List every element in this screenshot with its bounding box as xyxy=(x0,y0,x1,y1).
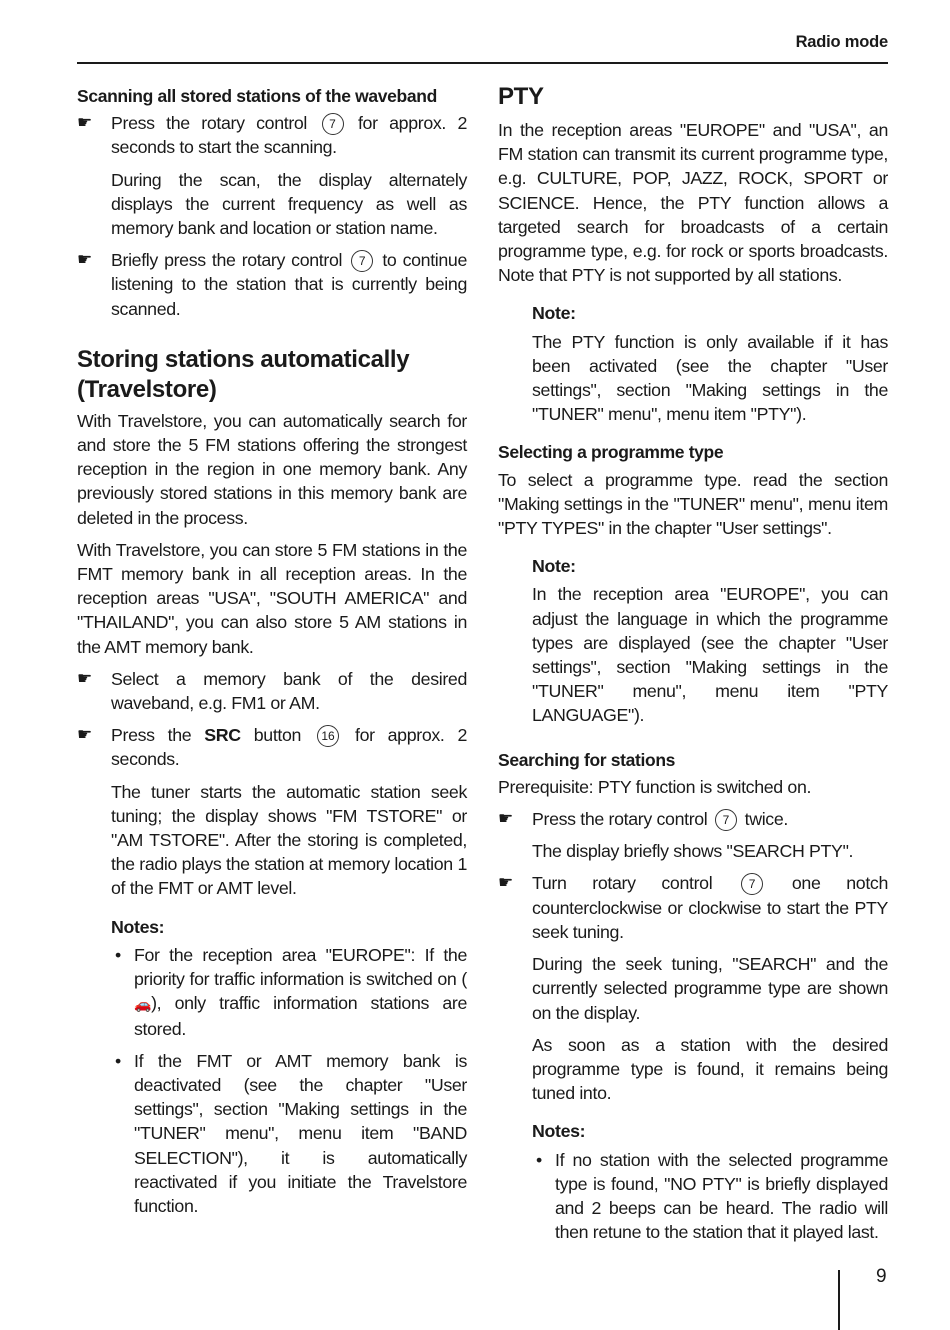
footer-rule xyxy=(838,1270,840,1330)
control-number-badge: 16 xyxy=(317,725,339,747)
travelstore-paragraph-2: With Travelstore, you can store 5 FM stations in the FMT memory bank in all reception areas. In the reception areas "USA", "SOUTH AMERICA" and "THAILAND", you can also store 5 AM stations in the AMT memory bank. xyxy=(77,539,467,657)
right-column xyxy=(498,82,888,1244)
search-step-2: ☛ Turn rotary control 7 one notch counterclockwise or clockwise to start the PTY seek tuning. xyxy=(498,873,889,942)
travelstore-heading: Storing stations automatically (Travelstore) xyxy=(77,345,410,403)
pty-note-2: Note: In the reception area "EUROPE", you can adjust the language in which the programme types are displayed (see the chapter "User settings", section "Making settings in the "TUNER" menu", menu item "PTY LANGUAGE"). xyxy=(532,556,888,726)
traffic-car-icon: 🚗 xyxy=(134,996,152,1013)
note-item: • If the FMT or AMT memory bank is deactivated (see the chapter "User settings", section "Making settings in the "TUNER" menu", menu item "BAND SELECTION"), it is automatically reactivated if you initiate the Travelstore function. xyxy=(115,1050,467,1216)
note-item: • For the reception area "EUROPE": If the priority for traffic information is switched on (🚗), only traffic information stations are stored. xyxy=(115,944,467,1039)
control-number-badge: 7 xyxy=(715,809,737,831)
travelstore-paragraph-1: With Travelstore, you can automatically search for and store the 5 FM stations offering the strongest reception in the region in one memory bank. Any previously stored stations in this memory bank are deleted in the process. xyxy=(77,410,467,528)
scan-step-2: ☛ Briefly press the rotary control 7 to continue listening to the station that is currently being scanned. xyxy=(77,250,468,319)
search-step-2-detail-1: During the seek tuning, "SEARCH" and the currently selected programme type are shown on the display. xyxy=(532,954,888,1023)
left-column xyxy=(77,82,467,1218)
pointing-hand-icon: ☛ xyxy=(498,809,513,830)
travelstore-step-2: ☛ Press the SRC button 16 for approx. 2 seconds. xyxy=(77,725,467,770)
running-header: Radio mode xyxy=(795,33,888,51)
pty-heading: PTY xyxy=(498,83,544,110)
search-heading: Searching for stations xyxy=(498,749,676,770)
travelstore-step-2-detail: The tuner starts the automatic station seek tuning; the display shows "FM TSTORE" or "AM TSTORE". After the storing is completed, the radio plays the station at memory location 1 of the FMT or AMT level. xyxy=(111,781,467,899)
select-paragraph: To select a programme type. read the section "Making settings in the "TUNER" menu", menu item "PTY TYPES" in the chapter "User settings". xyxy=(498,469,888,539)
control-number-badge: 7 xyxy=(322,113,344,135)
header-rule xyxy=(77,62,888,64)
pty-note-1: Note: The PTY function is only available if it has been activated (see the chapter "User settings", section "Making settings in the "TUNER" menu", menu item "PTY"). xyxy=(532,303,888,425)
control-number-badge: 7 xyxy=(741,873,763,895)
travelstore-notes xyxy=(77,915,467,1218)
notes-heading: Notes: xyxy=(111,916,165,937)
control-number-badge: 7 xyxy=(351,250,373,272)
select-heading: Selecting a programme type xyxy=(498,442,724,463)
notes-heading: Notes: xyxy=(532,1121,586,1142)
page-number: 9 xyxy=(876,1266,887,1287)
pty-paragraph: In the reception areas "EUROPE" and "USA", an FM station can transmit its current programme type, e.g. CULTURE, POP, JAZZ, ROCK, SPORT or SCIENCE. Hence, the PTY function allows a targeted search for broadcasts of a certain programme type, e.g. for rock or sports broadcasts. Note that PTY is not supported by all stations. xyxy=(498,120,888,286)
pointing-hand-icon: ☛ xyxy=(77,725,92,746)
pointing-hand-icon: ☛ xyxy=(77,668,92,689)
pointing-hand-icon: ☛ xyxy=(77,250,92,271)
search-step-2-detail-2: As soon as a station with the desired programme type is found, it remains being tuned into. xyxy=(532,1034,888,1104)
note-item: • If no station with the selected programme type is found, "NO PTY" is briefly displayed and 2 beeps can be heard. The radio will then retune to the station that it played last. xyxy=(536,1149,888,1243)
scan-step-1: ☛ Press the rotary control 7 for approx. 2 seconds to start the scanning. xyxy=(77,113,467,158)
pointing-hand-icon: ☛ xyxy=(498,873,513,894)
src-button-label: SRC xyxy=(204,725,241,746)
scan-heading: Scanning all stored stations of the waveband xyxy=(77,86,437,106)
search-prerequisite: Prerequisite: PTY function is switched on. xyxy=(498,776,812,797)
search-step-1: ☛ Press the rotary control 7 twice. xyxy=(498,807,888,831)
search-notes xyxy=(498,1119,888,1244)
scan-step-1-detail: During the scan, the display alternately displays the current frequency as well as memory bank and location or station name. xyxy=(111,169,467,239)
travelstore-step-1: ☛ Select a memory bank of the desired waveband, e.g. FM1 or AM. xyxy=(77,668,467,714)
search-step-1-detail: The display briefly shows "SEARCH PTY". xyxy=(532,841,854,862)
pointing-hand-icon: ☛ xyxy=(77,113,92,134)
